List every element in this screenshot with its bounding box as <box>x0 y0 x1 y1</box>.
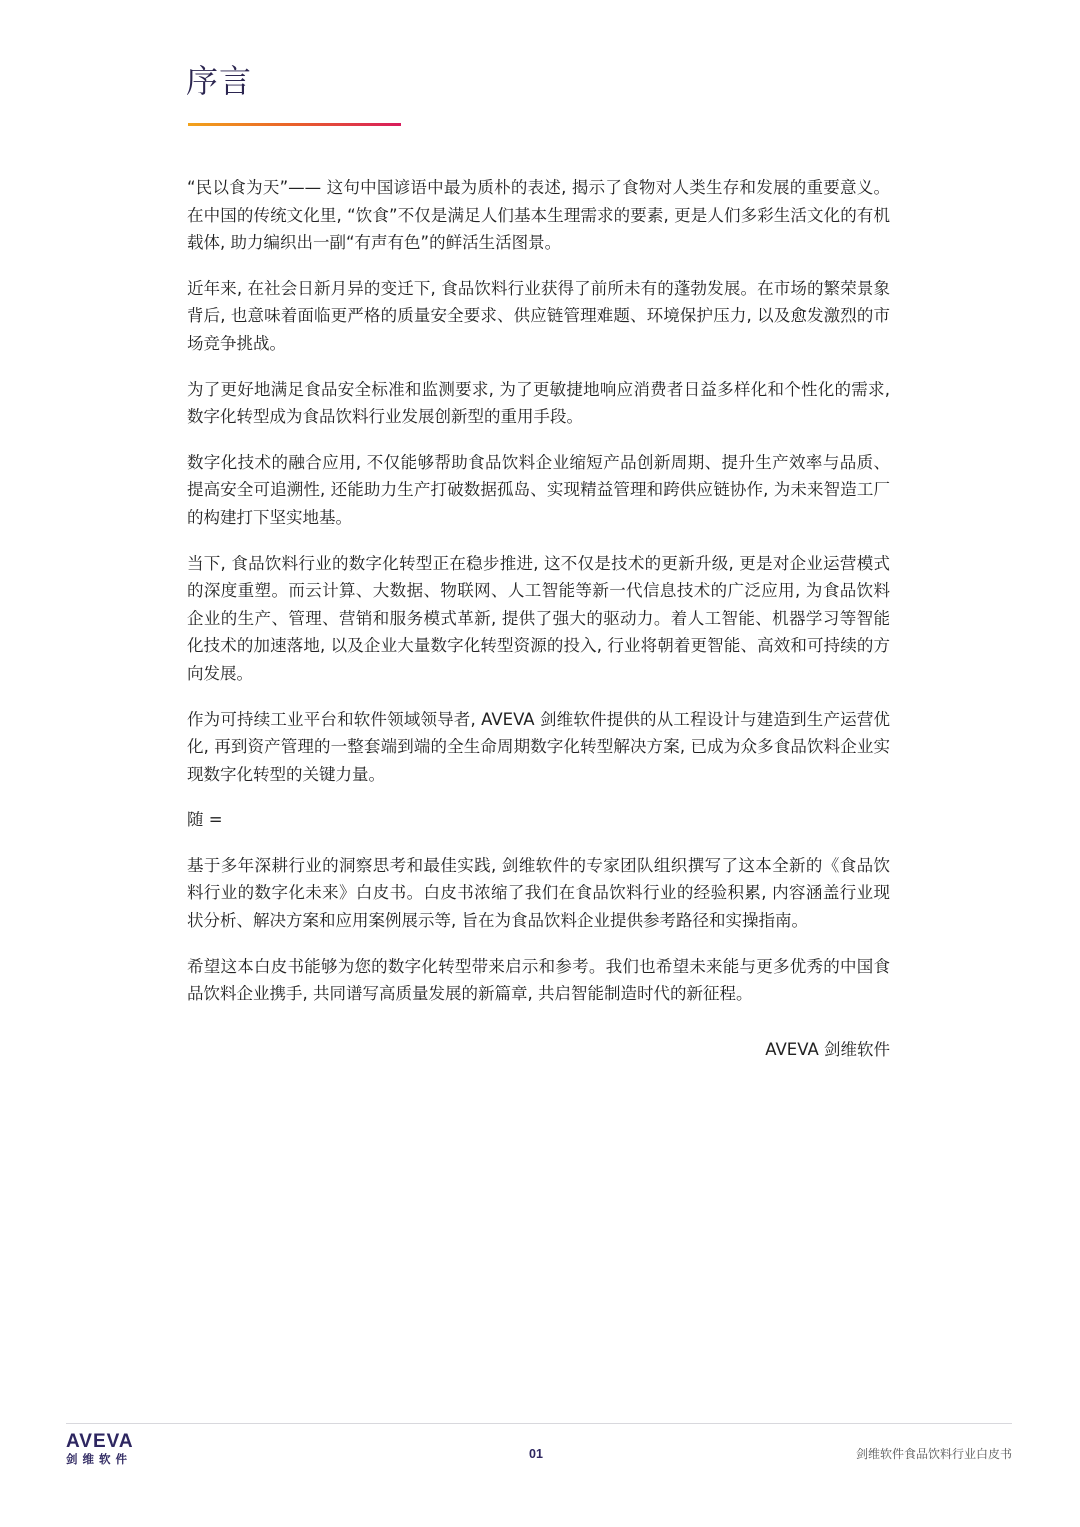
paragraph-5: 当下, 食品饮料行业的数字化转型正在稳步推进, 这不仅是技术的更新升级, 更是对企业运营模式的深度重塑。而云计算、大数据、物联网、人工智能等新一代信息技术的广泛应用, 为食品饮料企业的生产、管理、营销和服务模式革新, 提供了强大的驱动力。着人工智能、机器学习等智能化技术的加速落地, 以及企业大量数字化转型资源的投入, 行业将朝着更智能、高效和可持续的方向发展。 <box>187 553 890 683</box>
footer-divider <box>66 1423 1012 1424</box>
preface-body <box>187 174 890 1063</box>
paragraph-7: 随 = <box>187 810 223 830</box>
signature: AVEVA 剑维软件 <box>765 1039 890 1059</box>
aveva-logo <box>66 1432 138 1467</box>
document-name: 剑维软件食品饮料行业白皮书 <box>855 1447 1012 1461</box>
logo-subtitle: 剑维软件 <box>66 1452 132 1466</box>
page-title: 序言 <box>186 62 253 100</box>
paragraph-8: 基于多年深耕行业的洞察思考和最佳实践, 剑维软件的专家团队组织撰写了这本全新的《食品饮料行业的数字化未来》白皮书。白皮书浓缩了我们在食品饮料行业的经验积累, 内容涵盖行业现状分析、解决方案和应用案例展示等, 旨在为食品饮料企业提供参考路径和实操指南。 <box>187 855 890 931</box>
paragraph-6: 作为可持续工业平台和软件领域领导者, AVEVA 剑维软件提供的从工程设计与建造到生产运营优化, 再到资产管理的一整套端到端的全生命周期数字化转型解决方案, 已成为众多食品饮料企业实现数字化转型的关键力量。 <box>187 709 890 784</box>
paragraph-9: 希望这本白皮书能够为您的数字化转型带来启示和参考。我们也希望未来能与更多优秀的中国食品饮料企业携手, 共同谱写高质量发展的新篇章, 共启智能制造时代的新征程。 <box>187 956 890 1004</box>
paragraph-4: 数字化技术的融合应用, 不仅能够帮助食品饮料企业缩短产品创新周期、提升生产效率与品质、提高安全可追溯性, 还能助力生产打破数据孤岛、实现精益管理和跨供应链协作, 为未来智造工厂的构建打下坚实地基。 <box>187 452 890 527</box>
paragraph-1: “民以食为天”—— 这句中国谚语中最为质朴的表述, 揭示了食物对人类生存和发展的重要意义。在中国的传统文化里, “饮食”不仅是满足人们基本生理需求的要素, 更是人们多彩生活文化的有机载体, 助力编织出一副“有声有色”的鲜活生活图景。 <box>187 178 890 253</box>
title-accent-divider <box>188 123 401 126</box>
paragraph-3: 为了更好地满足食品安全标准和监测要求, 为了更敏捷地响应消费者日益多样化和个性化的需求, 数字化转型成为食品饮料行业发展创新型的重用手段。 <box>187 379 890 427</box>
logo-wordmark: AVEVA <box>66 1431 134 1452</box>
paragraph-2: 近年来, 在社会日新月异的变迁下, 食品饮料行业获得了前所未有的蓬勃发展。在市场的繁荣景象背后, 也意味着面临更严格的质量安全要求、供应链管理难题、环境保护压力, 以及愈发激烈的市场竞争挑战。 <box>187 278 890 353</box>
page-number: 01 <box>529 1447 543 1461</box>
